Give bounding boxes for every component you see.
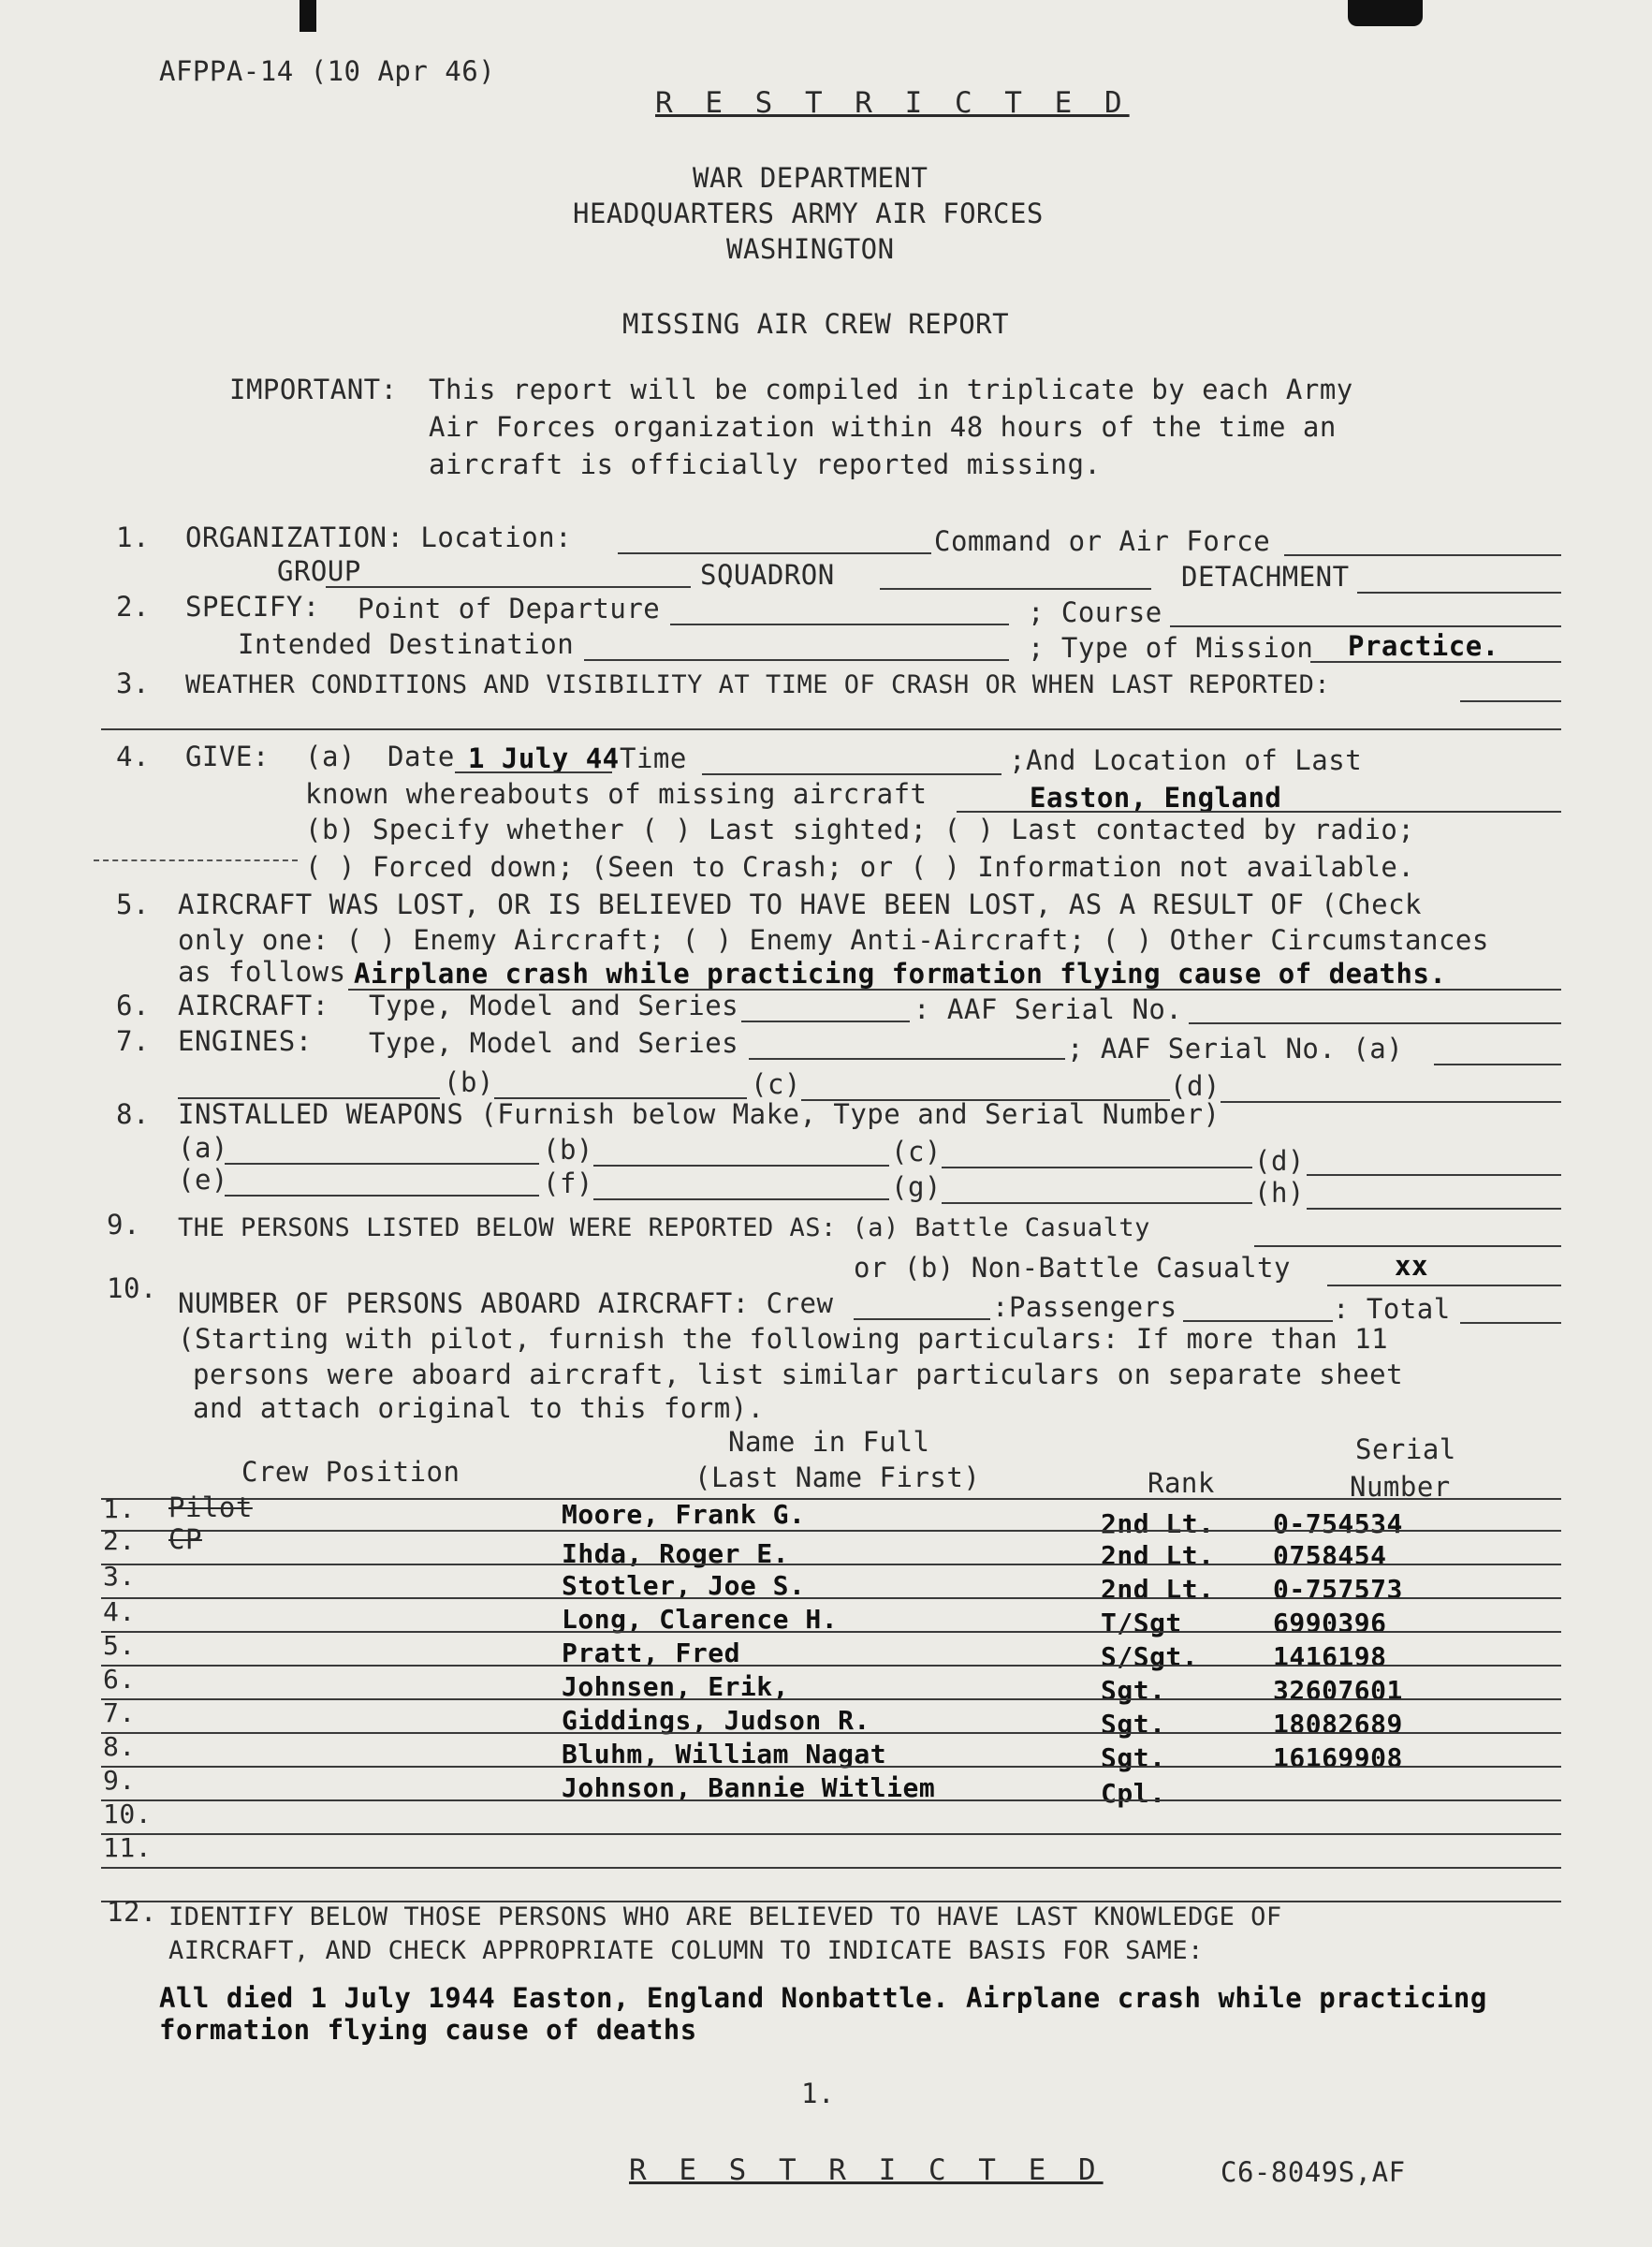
item3-line-a (1460, 700, 1561, 702)
item6-serial-line (1189, 1022, 1561, 1024)
table-row-line (101, 1631, 1561, 1633)
important-label: IMPORTANT: (229, 374, 398, 405)
item7-d-line (1221, 1101, 1561, 1103)
item4-strike-dash (94, 859, 298, 861)
table-header-line (101, 1498, 1561, 1500)
item2-mission-label: ; Type of Mission (1028, 632, 1314, 664)
item5-cause: Airplane crash while practicing formation flying cause of deaths. (354, 958, 1447, 990)
table-row-rank: 2nd Lt. (1101, 1508, 1215, 1539)
item9-or-line: or (b) Non-Battle Casualty (854, 1252, 1291, 1284)
item8-h-line (1307, 1208, 1561, 1210)
table-row-num: 3. (103, 1561, 136, 1592)
table-row-name: Moore, Frank G. (562, 1499, 806, 1530)
item4-location-label: ;And Location of Last (1009, 744, 1363, 776)
item10-line2: (Starting with pilot, furnish the following particulars: If more than 11 (178, 1323, 1389, 1355)
item8-e: (e) (178, 1164, 228, 1196)
table-row-name: Ihda, Roger E. (562, 1538, 790, 1569)
table-row-num: 8. (103, 1731, 136, 1762)
item8-g: (g) (891, 1171, 942, 1203)
table-row-position: CP (168, 1523, 202, 1555)
table-row-rank: Sgt. (1101, 1675, 1166, 1706)
item6-type-line (741, 1021, 910, 1022)
table-row-num: 9. (103, 1765, 136, 1796)
item4-time-label: Time (620, 742, 687, 774)
table-row-line (101, 1766, 1561, 1768)
table-row-num: 10. (103, 1799, 153, 1829)
item1-group-line (326, 586, 691, 588)
item8-c: (c) (891, 1136, 942, 1168)
item3-num: 3. (116, 668, 150, 699)
item12-num: 12. (107, 1896, 157, 1928)
item1-group-label: GROUP (277, 555, 361, 587)
item12-line2: AIRCRAFT, AND CHECK APPROPRIATE COLUMN TO INDICATE BASIS FOR SAME: (168, 1936, 1204, 1965)
important-line1: This report will be compiled in triplicate by each Army (429, 374, 1353, 405)
item8-f: (f) (543, 1168, 593, 1199)
item7-label: ENGINES: (178, 1025, 313, 1057)
item8-c-line (942, 1167, 1252, 1168)
item12-note1: All died 1 July 1944 Easton, England Nonbattle. Airplane crash while practicing (159, 1982, 1487, 2014)
scan-mark-top-right (1348, 0, 1423, 26)
item5-line2: only one: ( ) Enemy Aircraft; ( ) Enemy Anti-Aircraft; ( ) Other Circumstances (178, 924, 1489, 956)
table-row-line (101, 1564, 1561, 1565)
col-name-bottom: (Last Name First) (694, 1461, 981, 1493)
item1-num: 1. (116, 521, 150, 553)
item7-num: 7. (116, 1025, 150, 1057)
item9-nonbattle-line (1327, 1285, 1561, 1286)
item2-course-line (1170, 625, 1561, 627)
table-row-rank: Sgt. (1101, 1742, 1166, 1773)
item10-line3: persons were aboard aircraft, list similar particulars on separate sheet (193, 1358, 1404, 1390)
item9-battle-line (1254, 1245, 1561, 1247)
item7-b: (b) (444, 1066, 494, 1098)
item10-label: NUMBER OF PERSONS ABOARD AIRCRAFT: Crew (178, 1287, 834, 1319)
item4-num: 4. (116, 741, 150, 772)
item4-date-line (455, 771, 612, 773)
item2-destination-label: Intended Destination (238, 628, 575, 660)
item1-detachment-label: DETACHMENT (1181, 561, 1350, 593)
item4-whereabouts: known whereabouts of missing aircraft (305, 778, 928, 810)
table-row-serial: 0-757573 (1273, 1574, 1403, 1605)
table-row-serial: 18082689 (1273, 1709, 1403, 1740)
form-id: AFPPA-14 (10 Apr 46) (159, 55, 496, 87)
table-row-name: Johnson, Bannie Witliem (562, 1772, 936, 1803)
item8-g-line (942, 1202, 1252, 1204)
table-row-name: Pratt, Fred (562, 1638, 740, 1668)
table-row-rank: Sgt. (1101, 1709, 1166, 1740)
item1-location-line (618, 552, 931, 554)
item5-num: 5. (116, 889, 150, 920)
item10-crew-line (854, 1318, 990, 1320)
table-row-line (101, 1665, 1561, 1667)
item8-num: 8. (116, 1098, 150, 1130)
item2-mission-value: Practice. (1348, 630, 1499, 662)
table-row-line (101, 1867, 1561, 1869)
table-row-serial: 0-754534 (1273, 1508, 1403, 1539)
item4-c-line: ( ) Forced down; (Seen to Crash; or ( ) Information not available. (305, 851, 1415, 883)
table-row-serial: 16169908 (1273, 1742, 1403, 1773)
item8-f-line (593, 1198, 889, 1200)
item4-label: GIVE: (185, 741, 270, 772)
item2-departure-label: Point of Departure (358, 593, 661, 624)
table-row-num: 6. (103, 1664, 136, 1695)
item8-d: (d) (1254, 1145, 1305, 1177)
classification-top: R E S T R I C T E D (655, 86, 1130, 120)
table-row-num: 1. (103, 1493, 136, 1524)
table-row-serial: 6990396 (1273, 1608, 1387, 1638)
table-row-rank: 2nd Lt. (1101, 1574, 1215, 1605)
item1-label: ORGANIZATION: Location: (185, 521, 573, 553)
item7-a-line (1434, 1064, 1561, 1065)
item3-line-b (101, 728, 1561, 730)
table-row-num: 5. (103, 1630, 136, 1661)
table-row-serial: 1416198 (1273, 1641, 1387, 1672)
item4-date-value: 1 July 44 (468, 742, 620, 774)
item9-num: 9. (107, 1209, 140, 1241)
item4-time-line (702, 773, 1001, 775)
table-row-name: Long, Clarence H. (562, 1604, 839, 1635)
item7-d: (d) (1170, 1070, 1221, 1102)
item10-num: 10. (107, 1272, 157, 1304)
page-number: 1. (801, 2078, 835, 2109)
item8-a-line (225, 1163, 539, 1165)
item10-total-line (1460, 1322, 1561, 1324)
table-row-name: Stotler, Joe S. (562, 1570, 806, 1601)
col-rank: Rank (1148, 1467, 1215, 1499)
item1-squadron-line (880, 588, 1151, 590)
col-name-top: Name in Full (728, 1426, 930, 1458)
item2-departure-line (670, 624, 1009, 625)
col-crew-position: Crew Position (241, 1456, 461, 1488)
item1-command-label: Command or Air Force (934, 525, 1271, 557)
item4-a: (a) (305, 741, 356, 772)
item7-serial-label: ; AAF Serial No. (a) (1067, 1033, 1404, 1065)
classification-bottom: R E S T R I C T E D (629, 2153, 1104, 2187)
item12-note2: formation flying cause of deaths (159, 2014, 697, 2046)
item8-h: (h) (1254, 1177, 1305, 1209)
table-row-num: 2. (103, 1525, 136, 1556)
item9-label: THE PERSONS LISTED BELOW WERE REPORTED AS: (a) Battle Casualty (178, 1213, 1150, 1242)
item6-serial-label: : AAF Serial No. (914, 993, 1183, 1025)
item2-mission-line (1310, 661, 1561, 663)
table-row-rank: Cpl. (1101, 1778, 1166, 1809)
table-row-line (101, 1799, 1561, 1801)
scan-mark-top-left (300, 0, 316, 32)
item1-squadron-label: SQUADRON (700, 559, 835, 591)
item7-type-label: Type, Model and Series (369, 1027, 739, 1059)
table-row-line (101, 1530, 1561, 1532)
col-serial-bottom: Number (1350, 1471, 1451, 1503)
item8-b: (b) (543, 1134, 593, 1166)
item2-course-label: ; Course (1028, 596, 1162, 628)
item4-b-line: (b) Specify whether ( ) Last sighted; ( ) Last contacted by radio; (305, 814, 1415, 845)
item10-passengers-label: :Passengers (992, 1291, 1177, 1323)
item6-num: 6. (116, 990, 150, 1021)
table-row-line (101, 1698, 1561, 1700)
important-line3: aircraft is officially reported missing. (429, 448, 1102, 480)
col-serial-top: Serial (1355, 1433, 1456, 1465)
header-washington: WASHINGTON (726, 233, 895, 265)
table-row-num: 7. (103, 1697, 136, 1728)
report-title: MISSING AIR CREW REPORT (622, 308, 1010, 340)
table-row-position: Pilot (168, 1491, 253, 1523)
item2-destination-line (584, 659, 1009, 661)
item6-label: AIRCRAFT: (178, 990, 329, 1021)
table-row-line (101, 1732, 1561, 1734)
header-war-department: WAR DEPARTMENT (693, 162, 928, 194)
important-line2: Air Forces organization within 48 hours of the time an (429, 411, 1337, 443)
table-row-line (101, 1597, 1561, 1599)
item3-label: WEATHER CONDITIONS AND VISIBILITY AT TIME OF CRASH OR WHEN LAST REPORTED: (185, 670, 1331, 699)
table-row-num: 11. (103, 1832, 153, 1863)
item5-as-follows: as follows (178, 956, 346, 988)
item5-line1: AIRCRAFT WAS LOST, OR IS BELIEVED TO HAVE BEEN LOST, AS A RESULT OF (Check (178, 889, 1423, 920)
table-row-serial: 32607601 (1273, 1675, 1403, 1706)
table-row-name: Johnsen, Erik, (562, 1671, 790, 1702)
item12-line1: IDENTIFY BELOW THOSE PERSONS WHO ARE BELIEVED TO HAVE LAST KNOWLEDGE OF (168, 1902, 1282, 1931)
item8-a: (a) (178, 1132, 228, 1164)
item6-type-label: Type, Model and Series (369, 990, 739, 1021)
item10-total-label: : Total (1333, 1293, 1451, 1325)
item8-d-line (1307, 1174, 1561, 1176)
table-row-line (101, 1833, 1561, 1835)
header-hq-aaf: HEADQUARTERS ARMY AIR FORCES (573, 198, 1044, 229)
item8-b-line (593, 1165, 889, 1167)
item2-label: SPECIFY: (185, 591, 320, 623)
item7-c: (c) (751, 1068, 801, 1100)
item4-location-value: Easton, England (1030, 782, 1282, 814)
item9-nonbattle-mark: xx (1395, 1250, 1428, 1282)
table-row-rank: T/Sgt (1101, 1608, 1182, 1638)
table-row-name: Giddings, Judson R. (562, 1705, 870, 1736)
item8-e-line (225, 1195, 539, 1197)
form-code: C6-8049S,AF (1221, 2156, 1406, 2188)
item2-num: 2. (116, 591, 150, 623)
item1-command-line (1284, 554, 1561, 556)
table-row-num: 4. (103, 1596, 136, 1627)
table-row-rank: 2nd Lt. (1101, 1540, 1215, 1571)
item7-type-line (749, 1058, 1065, 1060)
item1-detachment-line (1357, 592, 1561, 594)
table-row-rank: S/Sgt. (1101, 1641, 1199, 1672)
table-row-serial: 0758454 (1273, 1540, 1387, 1571)
item4-date-label: Date (387, 741, 455, 772)
item8-label: INSTALLED WEAPONS (Furnish below Make, Type and Serial Number) (178, 1098, 1221, 1130)
table-row-name: Bluhm, William Nagat (562, 1739, 887, 1770)
item10-line4: and attach original to this form). (193, 1392, 765, 1424)
